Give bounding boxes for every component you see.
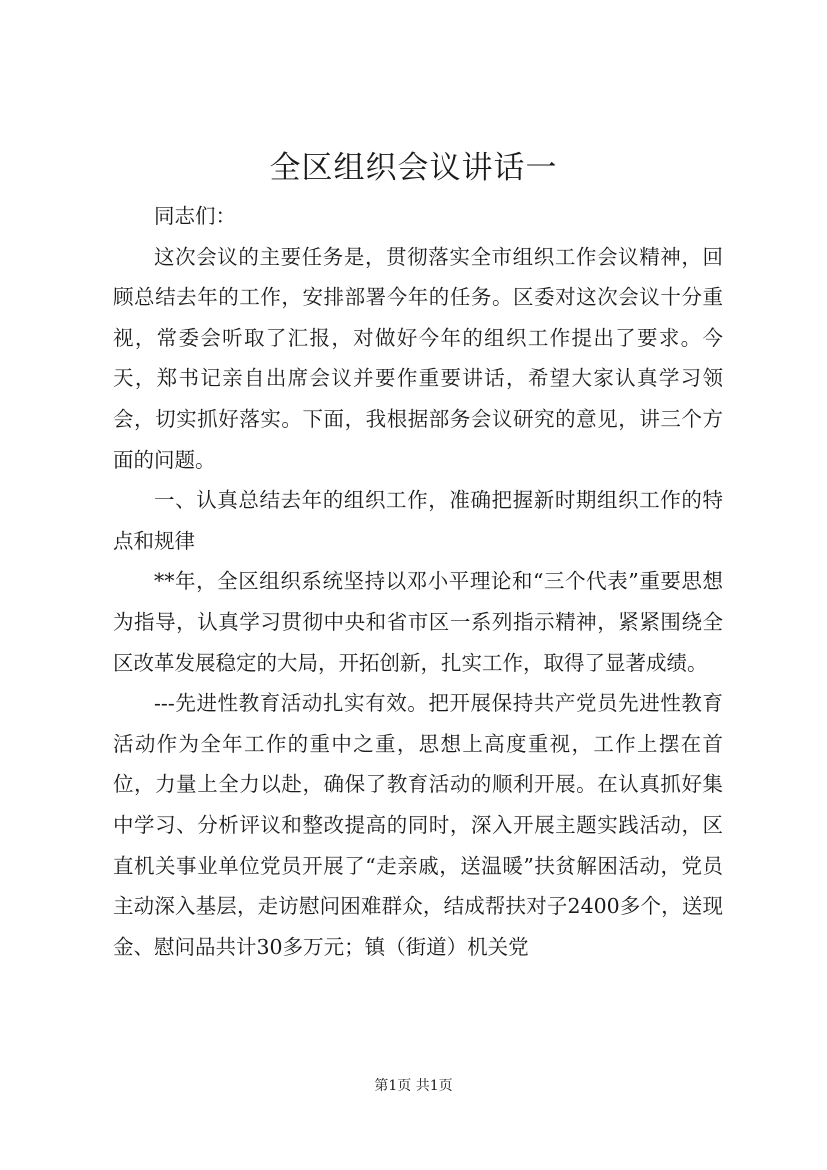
- salutation-paragraph: 同志们：: [154, 204, 236, 228]
- summary-paragraph: **年，全区组织系统坚持以邓小平理论和“三个代表”重要思想为指导，认真学习贯彻中央和省市区一系列指示精神，紧紧围绕全区改革发展稳定的大局，开拓创新，扎实工作，取得了显著成绩。: [113, 569, 723, 675]
- education-activity-paragraph: ---先进性教育活动扎实有效。把开展保持共产党员先进性教育活动作为全年工作的重中之重，思想上高度重视，工作上摆在首位，力量上全力以赴，确保了教育活动的顺利开展。在认真抓好集中学习、分析评议和整改提高的同时，深入开展主题实践活动，区直机关事业单位党员开展了“走亲戚，送温暖”扶贫解困活动，党员主动深入基层，走访慰问困难群众，结成帮扶对子2400多个，送现金、慰问品共计30多万元；镇（街道）机关党: [113, 691, 723, 959]
- document-body: [113, 196, 723, 967]
- document-title: 全区组织会议讲话一: [269, 150, 558, 186]
- section-heading-1: 一、认真总结去年的组织工作，准确把握新时期组织工作的特点和规律: [113, 488, 723, 553]
- page-footer: 第1页 共1页: [374, 1078, 453, 1094]
- intro-paragraph: 这次会议的主要任务是，贯彻落实全市组织工作会议精神，回顾总结去年的工作，安排部署今年的任务。区委对这次会议十分重视，常委会听取了汇报，对做好今年的组织工作提出了要求。今天，郑书记亲自出席会议并要作重要讲话，希望大家认真学习领会，切实抓好落实。下面，我根据部务会议研究的意见，讲三个方面的问题。: [113, 244, 723, 472]
